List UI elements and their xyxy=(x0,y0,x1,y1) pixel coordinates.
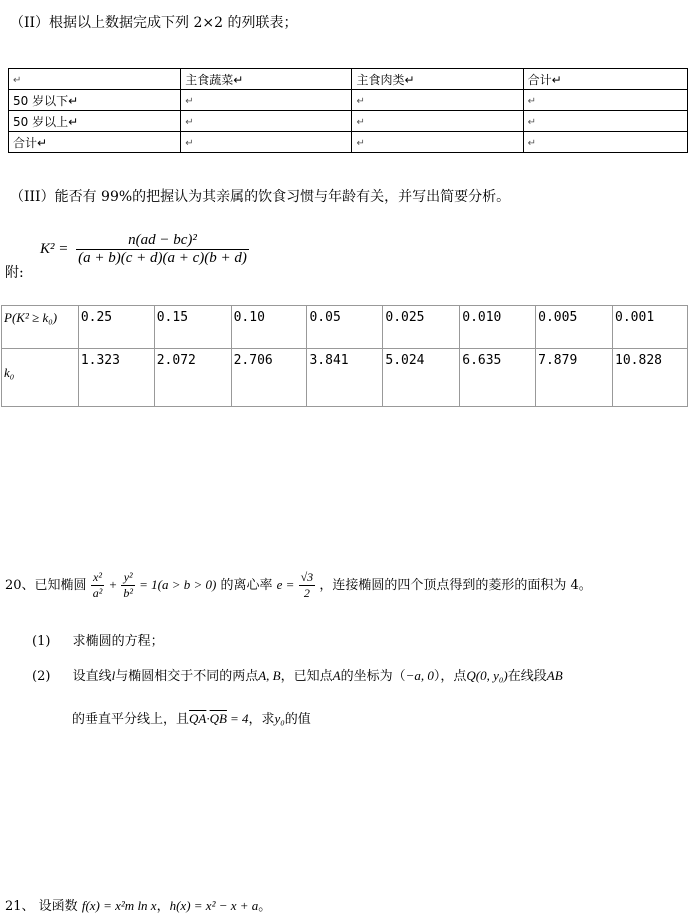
contingency-table xyxy=(8,68,688,153)
table-row xyxy=(2,349,688,407)
math-eq: = 4 xyxy=(229,711,249,726)
header-cell: 主食蔬菜↵ xyxy=(181,69,352,90)
eccentricity-text: 的离心率 xyxy=(220,578,273,593)
table-cell: 0.15 xyxy=(154,306,231,349)
eccentricity-e: e = xyxy=(276,577,295,592)
table-cell: 0.001 xyxy=(613,306,688,349)
table-row xyxy=(9,111,688,132)
table-cell: 3.841 xyxy=(307,349,383,407)
critical-value-table xyxy=(1,305,688,407)
sub-text: 设直线 xyxy=(72,669,112,684)
table-row xyxy=(9,90,688,111)
table-row xyxy=(9,132,688,153)
table-cell: ↵ xyxy=(352,111,523,132)
q20-sub2-line2: 的垂直平分线上，且$\overline{QA}\cdot\overline{QB} = 4$，求y₀的值 xyxy=(72,711,311,727)
table-cell: 6.635 xyxy=(460,349,536,407)
table-cell: ↵ xyxy=(523,132,687,153)
math-l: l xyxy=(111,668,116,683)
table-cell: 50 岁以下↵ xyxy=(9,90,181,111)
header-cell: ↵ xyxy=(9,69,181,90)
fraction-denominator: b² xyxy=(123,586,133,600)
q21-prefix: 21、 设函数 xyxy=(5,899,78,914)
fraction-numerator: √3 xyxy=(300,570,314,584)
ellipse-x-fraction xyxy=(91,570,105,601)
table-cell: ↵ xyxy=(181,132,352,153)
table-cell: ↵ xyxy=(352,132,523,153)
table-cell: 0.005 xyxy=(536,306,613,349)
part3-text: （III）能否有 99%的把握认为其亲属的饮食习惯与年龄有关，并写出简要分析。 xyxy=(10,189,511,205)
vector-qb: $\overline{QB}$ xyxy=(209,711,227,726)
fraction-numerator: y² xyxy=(121,570,135,586)
sub-text: ，已知点 xyxy=(280,669,333,684)
sub-number: (2) xyxy=(32,669,51,684)
q20-prefix: 20、已知椭圆 xyxy=(5,578,87,593)
table-cell: 0.010 xyxy=(460,306,536,349)
k-squared-formula xyxy=(40,232,249,267)
sub-text: ，求 xyxy=(248,712,275,727)
table-cell: 合计↵ xyxy=(9,132,181,153)
appendix-label: 附: xyxy=(5,265,24,281)
function-h: h(x) = x² − x + a xyxy=(169,898,259,913)
header-cell: 合计↵ xyxy=(523,69,687,90)
row-label: P(K² ≥ k₀) xyxy=(2,306,79,349)
table-cell: 7.879 xyxy=(536,349,613,407)
fraction-denominator: a² xyxy=(92,586,103,600)
ellipse-y-fraction xyxy=(121,570,135,601)
table-cell: ↵ xyxy=(523,111,687,132)
table-cell: 0.25 xyxy=(78,306,154,349)
math-q: Q(0, y₀) xyxy=(466,668,508,683)
sub-text: 的坐标为（ xyxy=(340,669,406,684)
formula-denominator: (a + b)(c + d)(a + c)(b + d) xyxy=(78,250,247,266)
table-cell: 1.323 xyxy=(78,349,154,407)
sub-number: (1) xyxy=(32,634,51,649)
math-coord: −a, 0 xyxy=(405,668,434,683)
formula-fraction xyxy=(76,232,249,267)
formula-numerator: n(ad − bc)² xyxy=(76,232,249,250)
table-cell: 50 岁以上↵ xyxy=(9,111,181,132)
math-ab: A, B xyxy=(258,668,281,683)
table-cell: 5.024 xyxy=(383,349,460,407)
math-y0: y₀ xyxy=(274,711,285,726)
table-cell: 0.025 xyxy=(383,306,460,349)
eccentricity-fraction xyxy=(299,570,316,601)
end-mark: 。 xyxy=(258,899,272,914)
header-cell: 主食肉类↵ xyxy=(352,69,523,90)
math-ab: AB xyxy=(546,668,563,683)
table-cell: ↵ xyxy=(181,111,352,132)
q20-sub2 xyxy=(32,665,563,684)
ellipse-condition: = 1(a > b > 0) xyxy=(139,577,217,592)
function-f: f(x) = x²m ln x xyxy=(81,898,157,913)
table-cell: 2.072 xyxy=(154,349,231,407)
table-cell: 0.10 xyxy=(231,306,307,349)
q20-sub1 xyxy=(32,630,164,649)
question-20: 20、已知椭圆 $\frac{\text{x²}}{\text{a²}}$ + $\frac{\text{y²}}{\text{b²}}$ = 1(a > b > 0) 的离心率 e = $\frac{√3}{2}$ ，连接椭圆的四个顶点得到的菱形的面积为 4。 xyxy=(5,570,592,600)
fraction-denominator: 2 xyxy=(303,586,310,600)
table-row xyxy=(2,306,688,349)
table-cell: 0.05 xyxy=(307,306,383,349)
table-header-row xyxy=(9,69,688,90)
q20-suffix: ，连接椭圆的四个顶点得到的菱形的面积为 4。 xyxy=(319,578,592,593)
table-cell: ↵ xyxy=(352,90,523,111)
table-cell: 2.706 xyxy=(231,349,307,407)
fraction-numerator: x² xyxy=(91,570,105,586)
formula-lhs: K² = xyxy=(40,240,69,257)
vector-qa: $\overline{QA}$ xyxy=(189,711,207,726)
sub-text: 求椭圆的方程； xyxy=(72,634,164,649)
sub-text: 的垂直平分线上，且 xyxy=(72,712,190,727)
sub-text: ），点 xyxy=(433,669,467,684)
table-cell: ↵ xyxy=(181,90,352,111)
part2-text: （II）根据以上数据完成下列 2×2 的列联表； xyxy=(10,15,298,31)
sub-text: 与椭圆相交于不同的两点 xyxy=(115,669,259,684)
math-a: A xyxy=(332,668,341,683)
table-cell: 10.828 xyxy=(613,349,688,407)
table-cell: ↵ xyxy=(523,90,687,111)
row-label: k₀ xyxy=(2,349,79,407)
sub-text: 在线段 xyxy=(507,669,547,684)
separator: ， xyxy=(156,899,170,914)
sub-text: 的值 xyxy=(284,712,311,727)
question-21 xyxy=(5,895,271,914)
